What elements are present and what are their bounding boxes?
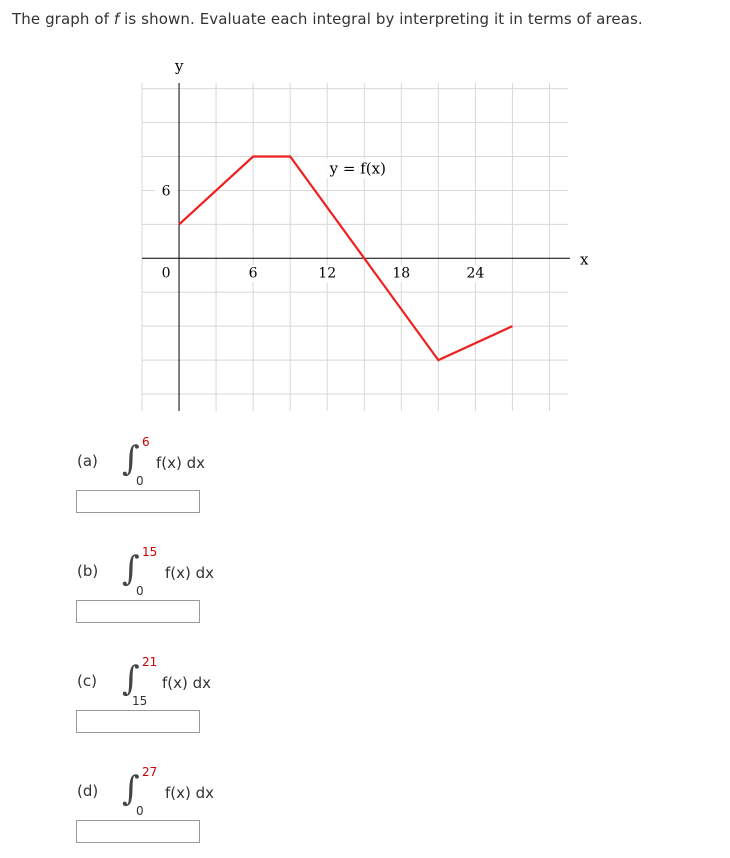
lower-limit: 0: [136, 474, 144, 488]
tick-label: 6: [248, 265, 258, 282]
integrand: f(x) dx: [156, 454, 206, 472]
question-text: The graph of f is shown. Evaluate each integral by interpreting it in terms of areas.: [12, 10, 643, 28]
integrand: f(x) dx: [165, 784, 215, 802]
tick-label: 0: [161, 265, 171, 282]
integral-sign: ∫: [122, 549, 140, 589]
upper-limit: 6: [142, 435, 150, 449]
answer-input-d[interactable]: [76, 820, 200, 843]
curve-label: y = f(x): [329, 159, 386, 178]
upper-limit: 21: [142, 655, 158, 669]
function-name: f: [113, 10, 120, 28]
integrand: f(x) dx: [162, 674, 212, 692]
y-axis-label: y: [175, 57, 184, 75]
x-axis-label: x: [580, 250, 589, 269]
part-label: (a): [77, 452, 98, 470]
upper-limit: 15: [142, 545, 158, 559]
integrand: f(x) dx: [165, 564, 215, 582]
tick-label: 12: [318, 265, 337, 282]
tick-label: 24: [466, 265, 485, 282]
upper-limit: 27: [142, 765, 158, 779]
integral-sign: ∫: [122, 769, 140, 809]
part-label: (d): [77, 782, 99, 800]
answer-input-a[interactable]: [76, 490, 200, 513]
lower-limit: 0: [136, 584, 144, 598]
lower-limit: 0: [136, 804, 144, 818]
integral-sign: ∫: [122, 659, 140, 699]
answer-input-b[interactable]: [76, 600, 200, 623]
part-label: (c): [77, 672, 97, 690]
tick-label: 18: [392, 265, 411, 282]
integral-sign: ∫: [122, 439, 140, 479]
answer-input-c[interactable]: [76, 710, 200, 733]
lower-limit: 15: [132, 694, 148, 708]
tick-label: 6: [161, 183, 171, 200]
part-label: (b): [77, 562, 99, 580]
